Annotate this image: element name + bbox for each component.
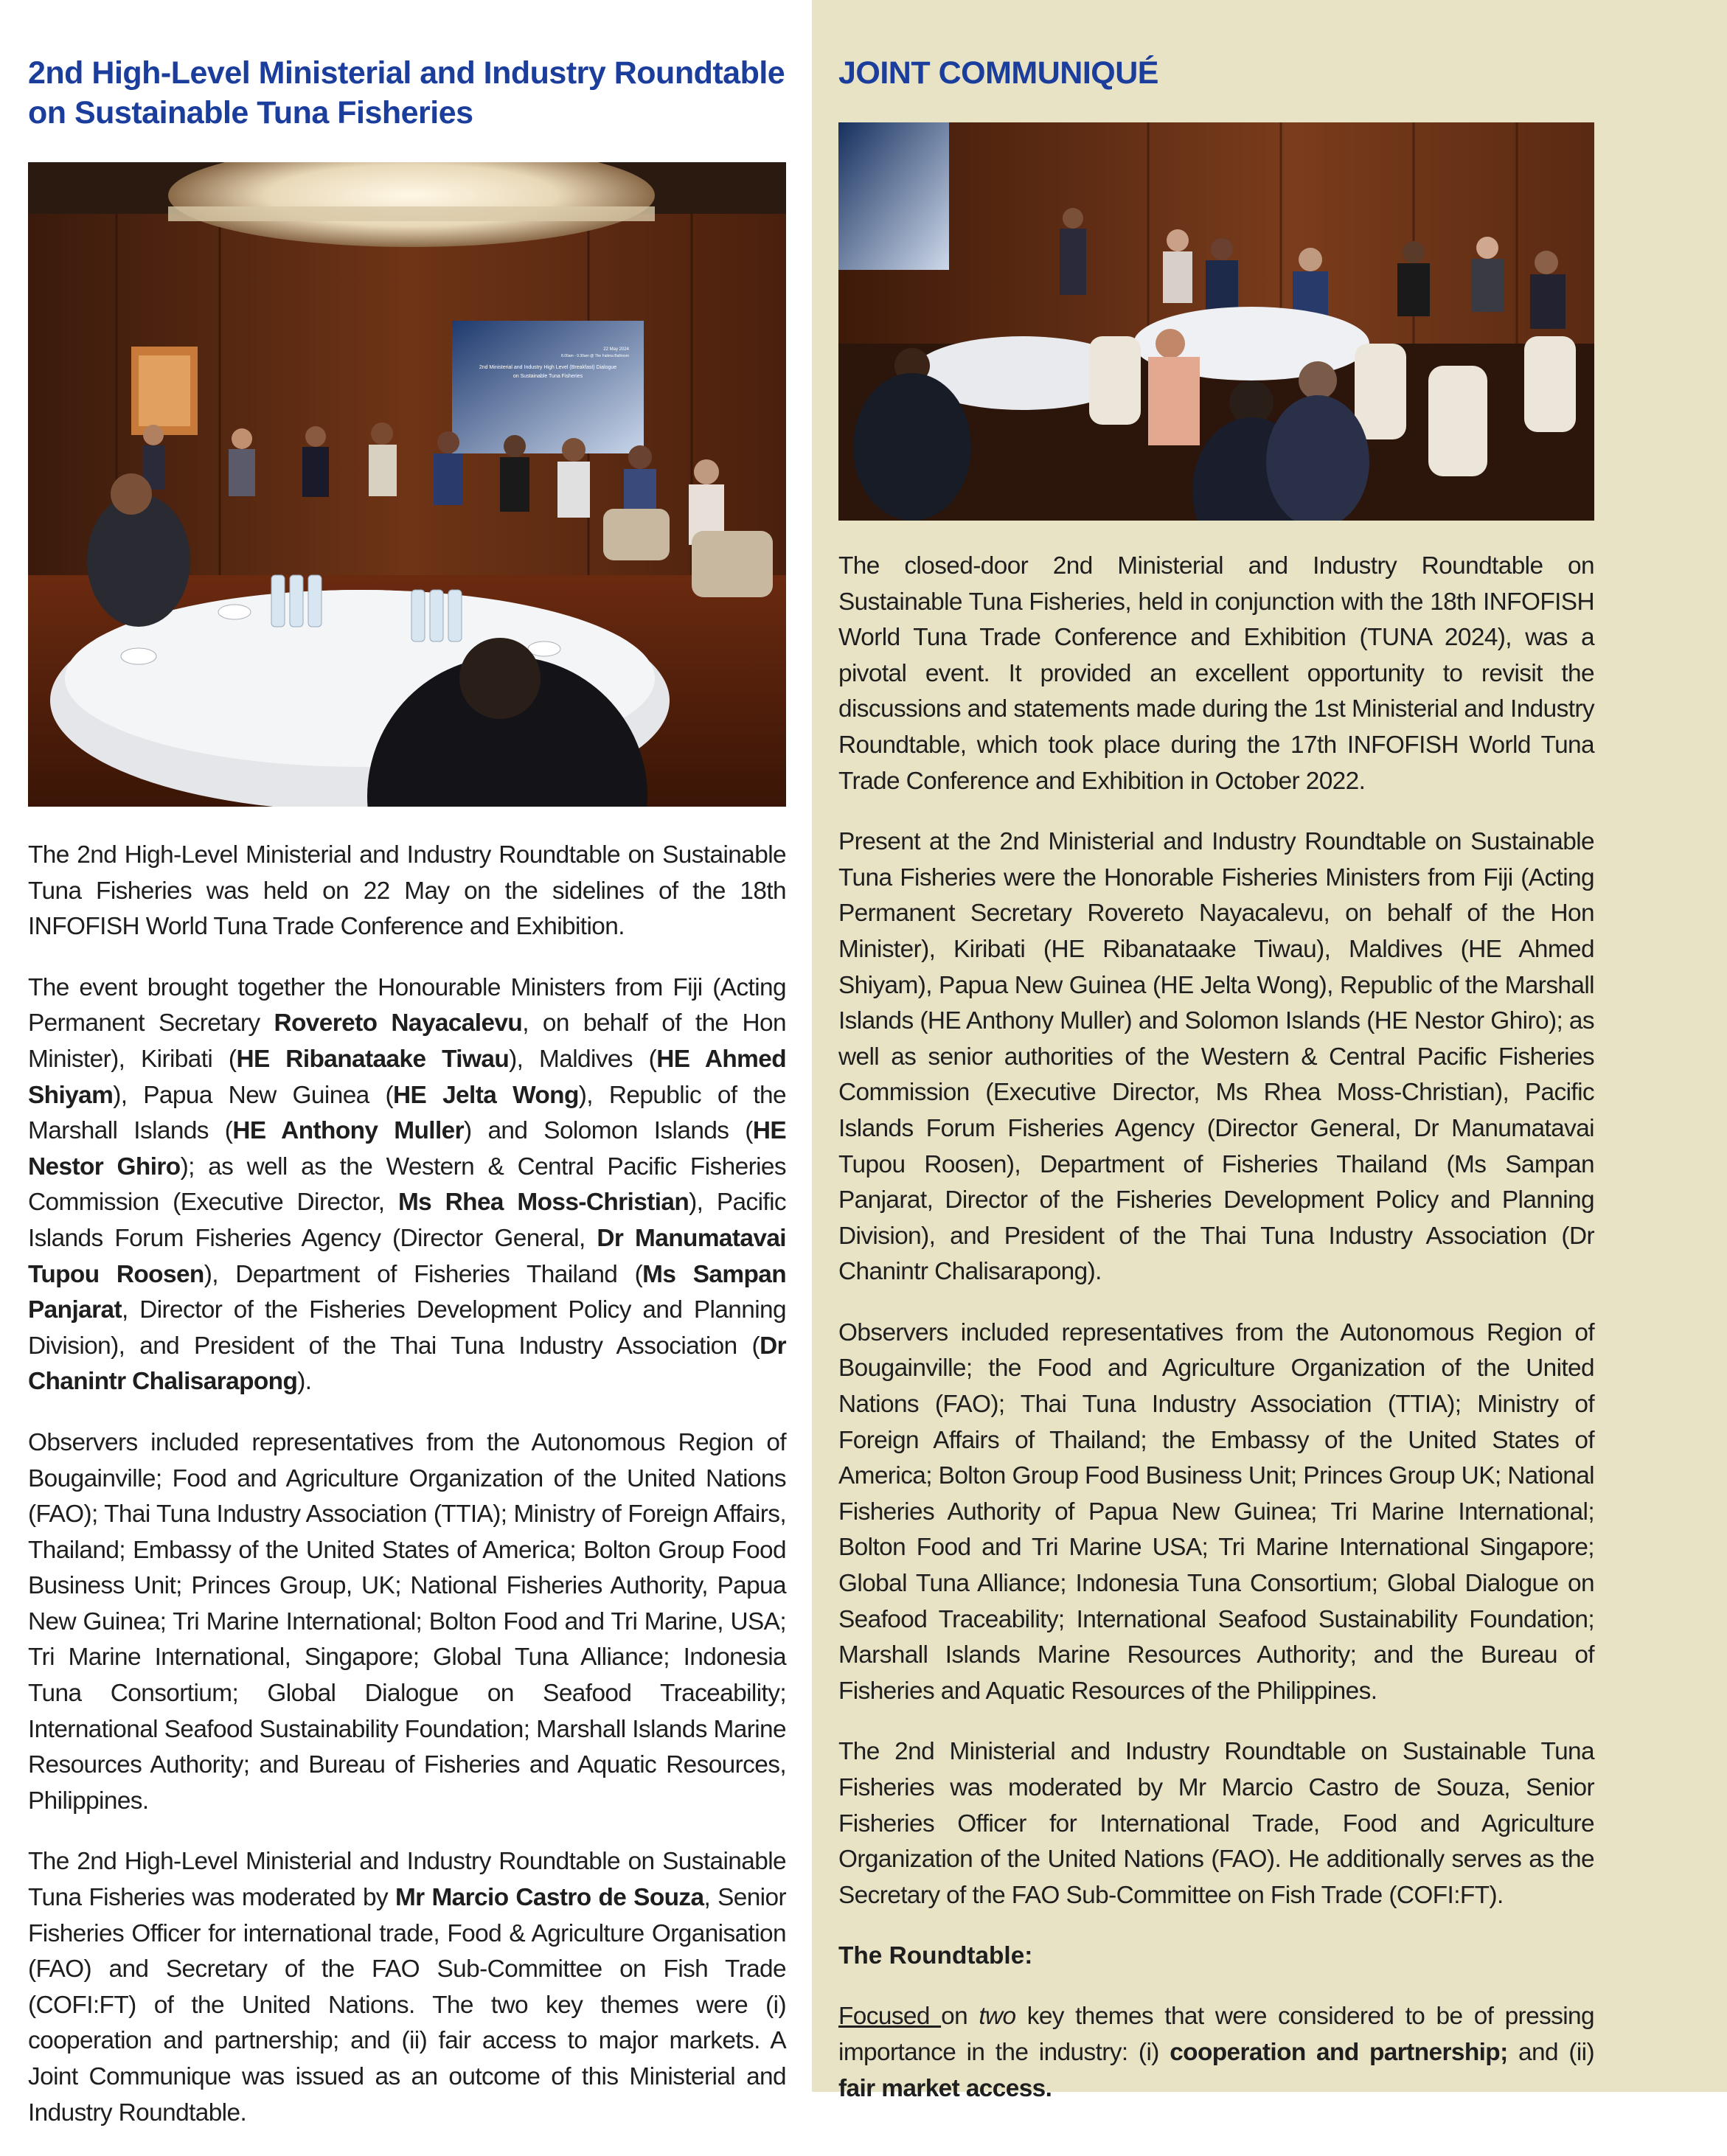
roundtable-panel-photo	[28, 162, 786, 807]
roundtable-subheading: The Roundtable:	[838, 1942, 1033, 1970]
name-ahmed-shiyam: HE Ahmed Shiyam	[28, 1045, 786, 1109]
communique-participants-paragraph: Present at the 2nd Ministerial and Industry Roundtable on Sustainable Tuna Fisheries were the Honorable Fisheries Ministers from Fiji (Acting Permanent Secretary Rovereto Nayacalevu, on behalf of the Hon Minister), Kiribati (HE Ribanataake Tiwau), Maldives (HE Ahmed Shiyam), Papua New Guinea (HE Jelta Wong), Republic of the Marshall Islands (HE Anthony Muller) and Solomon Islands (HE Nestor Ghiro); as well as senior authorities of the Western & Central Pacific Fisheries Commission (Executive Director, Ms Rhea Moss-Christian), Pacific Islands Forum Fisheries Agency (Director General, Dr Manumatavai Tupou Roosen), Department of Fisheries Thailand (Ms Sampan Panjarat, Director of the Fisheries Development Policy and Planning Division), and President of the Thai Tuna Industry Association (Dr Chanintr Chalisarapong).	[838, 828, 1594, 1286]
communique-intro-paragraph: The closed-door 2nd Ministerial and Industry Roundtable on Sustainable Tuna Fisheries, held in conjunction with the 18th INFOFISH World Tuna Trade Conference and Exhibition (TUNA 2024), was a pivotal event. It provided an excellent opportunity to revisit the discussions and statements made during the 1st Ministerial and Industry Roundtable, which took place during the 17th INFOFISH World Tuna Trade Conference and Exhibition in October 2022.	[838, 552, 1594, 795]
name-anthony-muller: HE Anthony Muller	[232, 1117, 465, 1145]
name-rovereto-nayacalevu: Rovereto Nayacalevu	[274, 1009, 523, 1037]
communique-observers-paragraph: Observers included representatives from the Autonomous Region of Bougainville; the Food and Agriculture Organization of the United Nations (FAO); Thai Tuna Industry Association (TTIA); Ministry of Foreign Affairs of Thailand; the Embassy of the United States of America; Bolton Group Food Business Unit; Princes Group UK; National Fisheries Authority of Papua New Guinea; Tri Marine International; Bolton Food and Tri Marine USA; Tri Marine International Singapore; Global Tuna Alliance; Indonesia Tuna Consortium; Global Dialogue on Seafood Traceability; International Seafood Sustainability Foundation; Marshall Islands Marine Resources Authority; and the Bureau of Fisheries and Aquatic Resources of the Philippines.	[838, 1318, 1594, 1705]
communique-title: JOINT COMMUNIQUÉ	[838, 55, 1158, 91]
name-sampan-panjarat: Ms Sampan Panjarat	[28, 1260, 787, 1324]
screen-time: 8.00am - 9.30am @ The Fatima Ballroom	[561, 354, 629, 358]
left-observers-paragraph: Observers included representatives from the Autonomous Region of Bougainville; Food and Agriculture Organization of the United Nations (FAO); Thai Tuna Industry Association (TTIA); Ministry of Foreign Affairs, Thailand; Embassy of the United States of America; Bolton Group Food Business Unit; Princes Group, UK; National Fisheries Authority, Papua New Guinea; Tri Marine International; Bolton Food and Tri Marine, USA; Tri Marine International, Singapore; Global Tuna Alliance; Indonesia Tuna Consortium; Global Dialogue on Seafood Traceability; International Seafood Sustainability Foundation; Marshall Islands Marine Resources Authority; and Bureau of Fisheries and Aquatic Resources, Philippines.	[28, 1428, 786, 1815]
left-intro-paragraph: The 2nd High-Level Ministerial and Industry Roundtable on Sustainable Tuna Fisheries was held on 22 May on the sidelines of the 18th INFOFISH World Tuna Trade Conference and Exhibition.	[28, 841, 786, 941]
right-column	[838, 53, 1594, 2132]
left-column	[28, 53, 786, 2156]
article-title: 2nd High-Level Ministerial and Industry Roundtable on Sustainable Tuna Fisheries	[28, 55, 785, 131]
communique-moderator-paragraph: The 2nd Ministerial and Industry Roundtable on Sustainable Tuna Fisheries was moderated by Mr Marcio Castro de Souza, Senior Fisheries Officer for International Trade, Food and Agriculture Organization of the United Nations (FAO). He additionally serves as the Secretary of the FAO Sub-Committee on Fish Trade (COFI:FT).	[838, 1738, 1594, 1909]
name-nestor-ghiro: HE Nestor Ghiro	[28, 1117, 787, 1180]
left-moderator-paragraph: The 2nd High-Level Ministerial and Industry Roundtable on Sustainable Tuna Fisheries was moderated by Mr Marcio Castro de Souza, Senior Fisheries Officer for international trade, Food & Agriculture Organisation (FAO) and Secretary of the FAO Sub-Committee on Fish Trade (COFI:FT) of the United Nations. The two key themes were (i) cooperation and partnership; and (ii) fair access to major markets. A Joint Communique was issued as an outcome of this Ministerial and Industry Roundtable.	[28, 1848, 786, 2127]
name-ribanataake-tiwau: HE Ribanataake Tiwau	[236, 1045, 510, 1073]
name-jelta-wong: HE Jelta Wong	[393, 1081, 579, 1109]
left-participants-paragraph: The event brought together the Honourable Ministers from Fiji (Acting Permanent Secretary Rovereto Nayacalevu, on behalf of the Hon Minister), Kiribati (HE Ribanataake Tiwau), Maldives (HE Ahmed Shiyam), Papua New Guinea (HE Jelta Wong), Republic of the Marshall Islands (HE Anthony Muller) and Solomon Islands (HE Nestor Ghiro); as well as the Western & Central Pacific Fisheries Commission (Executive Director, Ms Rhea Moss-Christian), Pacific Islands Forum Fisheries Agency (Director General, Dr Manumatavai Tupou Roosen), Department of Fisheries Thailand (Ms Sampan Panjarat, Director of the Fisheries Development Policy and Planning Division), and President of the Thai Tuna Industry Association (Dr Chanintr Chalisarapong).	[28, 973, 787, 1396]
name-manumatavai-tupou-roosen: Dr Manumatavai Tupou Roosen	[28, 1224, 786, 1288]
theme-cooperation: cooperation and partnership;	[1170, 2038, 1508, 2066]
roundtable-audience-photo	[838, 122, 1594, 521]
communique-themes-paragraph: Focused on two key themes that were considered to be of pressing importance in the industry: (i) cooperation and partnership; and (ii) fair market access.	[838, 2003, 1594, 2102]
name-marcio-castro-de-souza: Mr Marcio Castro de Souza	[395, 1884, 704, 1912]
name-chanintr-chalisarapong: Dr Chanintr Chalisarapong	[28, 1332, 786, 1396]
screen-title-line1: 2nd Ministerial and Industry High Level (Breakfast) Dialogue	[479, 365, 617, 370]
screen-title-line2: on Sustainable Tuna Fisheries	[512, 374, 583, 379]
screen-date: 22 May 2024	[603, 347, 629, 352]
theme-fair-market-access: fair market access.	[838, 2074, 1052, 2102]
name-rhea-moss-christian: Ms Rhea Moss-Christian	[397, 1189, 689, 1217]
